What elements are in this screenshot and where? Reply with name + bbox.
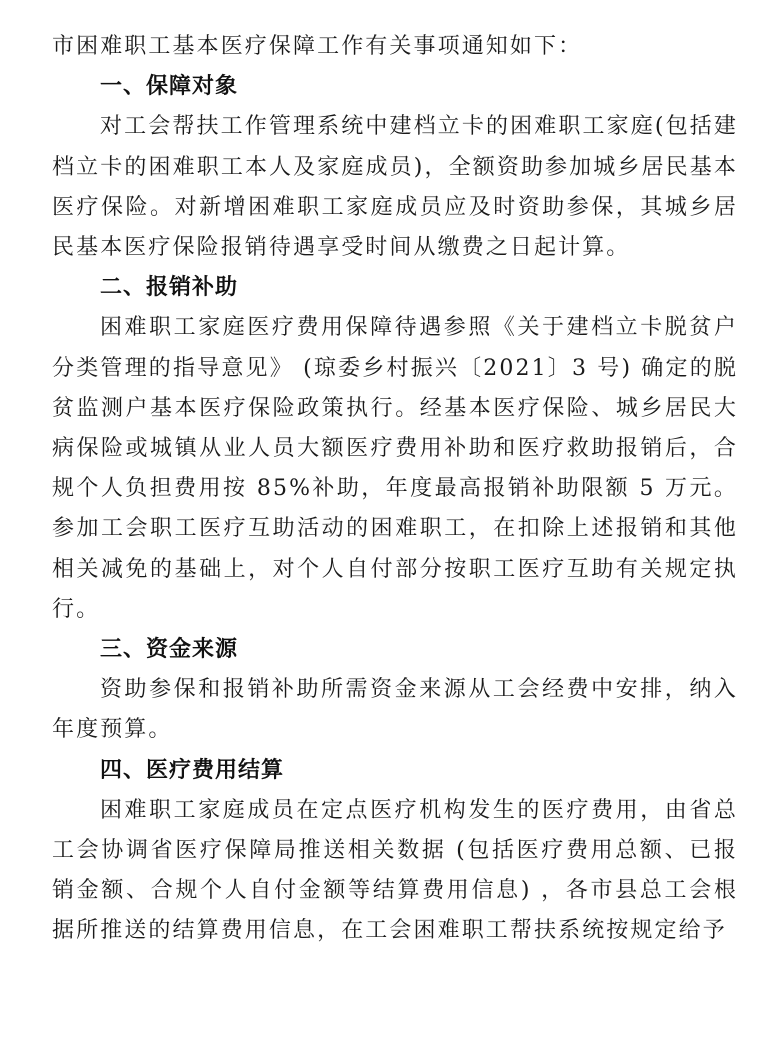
intro-paragraph: 市困难职工基本医疗保障工作有关事项通知如下： [52, 34, 583, 59]
section-heading-reimbursement: 二、报销补助 [100, 275, 239, 301]
section-heading-funding: 三、资金来源 [100, 637, 239, 663]
document-page [52, 27, 738, 952]
section-body-funding: 资助参保和报销补助所需资金来源从工会经费中安排，纳入年度预算。 [52, 677, 738, 743]
section-body-reimbursement: 困难职工家庭医疗费用保障待遇参照《关于建档立卡脱贫户分类管理的指导意见》 (琼委乡村振兴〔2021〕3 号) 确定的脱贫监测户基本医疗保险政策执行。经基本医疗保险、城乡居民大病保险或城镇从业人员大额医疗费用补助和医疗救助报销后，合规个人负担费用按 85%补助，年度最高报销补助限额 5 万元。参加工会职工医疗互助活动的困难职工，在扣除上述报销和其他相关减免的基础上，对个人自付部分按职工医疗互助有关规定执行。 [52, 315, 738, 622]
section-body-coverage: 对工会帮扶工作管理系统中建档立卡的困难职工家庭(包括建档立卡的困难职工本人及家庭成员)，全额资助参加城乡居民基本医疗保险。对新增困难职工家庭成员应及时资助参保，其城乡居民基本医疗保险报销待遇享受时间从缴费之日起计算。 [52, 114, 738, 261]
section-heading-settlement: 四、医疗费用结算 [100, 757, 285, 783]
section-heading-coverage: 一、保障对象 [100, 74, 239, 100]
section-body-settlement: 困难职工家庭成员在定点医疗机构发生的医疗费用，由省总工会协调省医疗保障局推送相关数据 (包括医疗费用总额、已报销金额、合规个人自付金额等结算费用信息) ，各市县总工会根据所推送的结算费用信息，在工会困难职工帮扶系统按规定给予 [52, 797, 738, 944]
